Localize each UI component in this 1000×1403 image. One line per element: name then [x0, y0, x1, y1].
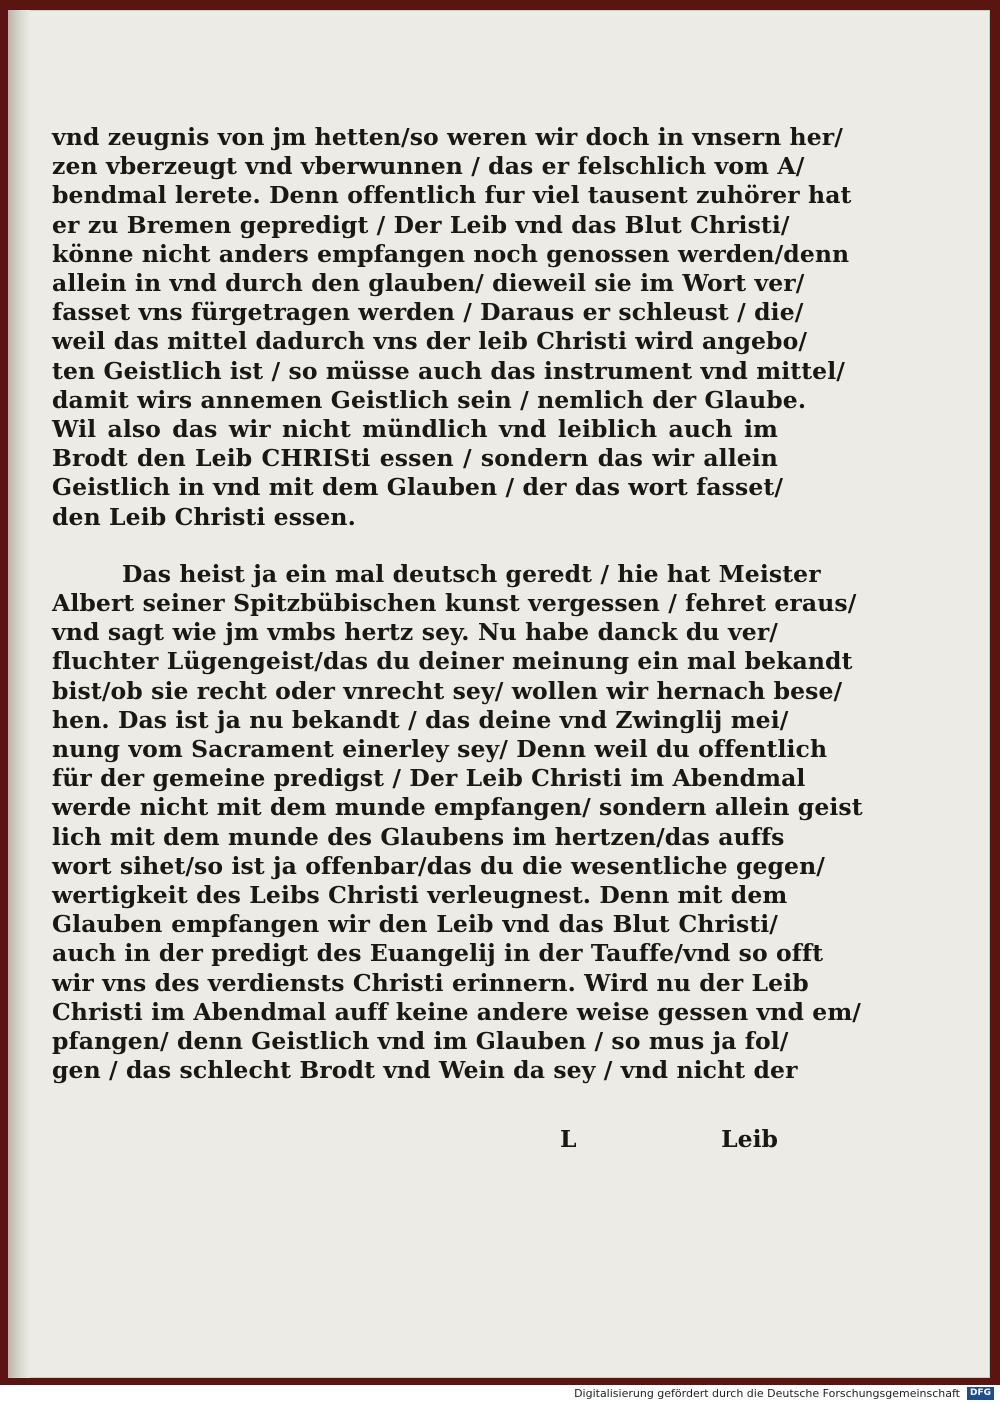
text-line: zen vberzeugt vnd vberwunnen / das er felschlich vom A/ [52, 152, 805, 181]
text-line: lich mit dem munde des Glaubens im hertzen/das auffs [52, 822, 785, 851]
text-line: den Leib Christi essen. [52, 502, 356, 531]
funding-credit: Digitalisierung gefördert durch die Deutsche Forschungsgemeinschaft [574, 1387, 960, 1400]
text-line: Christi im Abendmal auff keine andere weise gessen vnd em/ [52, 997, 861, 1026]
text-line: damit wirs annemen Geistlich sein / nemlich der Glaube. [52, 385, 807, 414]
text-line: wertigkeit des Leibs Christi verleugnest. Denn mit dem [52, 881, 788, 910]
text-line: wir vns des verdiensts Christi erinnern. Wird nu der Leib [52, 968, 809, 997]
text-line: hen. Das ist ja nu bekandt / das deine vnd Zwinglij mei/ [52, 705, 789, 734]
text-line: vnd zeugnis von jm hetten/so weren wir doch in vnsern her/ [52, 123, 843, 151]
text-line: könne nicht anders empfangen noch genossen werden/denn [52, 239, 850, 268]
text-line: allein in vnd durch den glauben/ dieweil sie im Wort ver/ [52, 269, 805, 298]
text-line: für der gemeine predigst / Der Leib Christi im Abendmal [52, 764, 806, 793]
text-line: gen / das schlecht Brodt vnd Wein da sey / vnd nicht der [52, 1056, 798, 1085]
catchword: Leib [721, 1125, 778, 1153]
text-line: Glauben empfangen wir den Leib vnd das Blut Christi/ [52, 910, 778, 939]
text-line: bist/ob sie recht oder vnrecht sey/ wollen wir hernach bese/ [52, 676, 843, 705]
text-line: Geistlich in vnd mit dem Glauben / der das wort fasset/ [52, 473, 784, 502]
text-line: wort sihet/so ist ja offenbar/das du die wesentliche gegen/ [52, 851, 825, 880]
text-line: werde nicht mit dem munde empfangen/ sondern allein geist [52, 793, 863, 822]
text-line: auch in der predigt des Euangelij in der Tauffe/vnd so offt [52, 939, 824, 968]
text-line: vnd sagt wie jm vmbs hertz sey. Nu habe danck du ver/ [52, 618, 778, 647]
dfg-logo: DFG [967, 1387, 994, 1400]
text-line: Das heist ja ein mal deutsch geredt / hie hat Meister [122, 559, 821, 588]
text-line: fluchter Lügengeist/das du deiner meinung ein mal bekandt [52, 647, 853, 676]
text-line: pfangen/ denn Geistlich vnd im Glauben / so mus ja fol/ [52, 1027, 789, 1056]
text-line: Brodt den Leib CHRISti essen / sondern das wir allein [52, 444, 778, 473]
page-gutter-shadow [8, 10, 30, 1378]
body-text [52, 123, 863, 1086]
text-line: nung vom Sacrament einerley sey/ Denn weil du offentlich [52, 735, 828, 764]
text-line: er zu Bremen gepredigt / Der Leib vnd das Blut Christi/ [52, 210, 790, 239]
text-line: fasset vns fürgetragen werden / Daraus er schleust / die/ [52, 298, 804, 327]
signature-mark: L [560, 1125, 577, 1153]
text-line: Albert seiner Spitzbübischen kunst vergessen / fehret eraus/ [52, 589, 857, 618]
text-line: bendmal lerete. Denn offentlich fur viel tausent zuhörer hat [52, 181, 852, 210]
paragraph-1 [52, 123, 852, 532]
footer-bar [0, 1385, 1000, 1403]
text-line: weil das mittel dadurch vns der leib Christi wird angebo/ [52, 327, 808, 356]
page-bottom-line [52, 1125, 778, 1155]
paragraph-2 [52, 559, 863, 1086]
text-line: Wil also das wir nicht mündlich vnd leiblich auch im [52, 415, 778, 444]
text-line: ten Geistlich ist / so müsse auch das instrument vnd mittel/ [52, 356, 845, 385]
